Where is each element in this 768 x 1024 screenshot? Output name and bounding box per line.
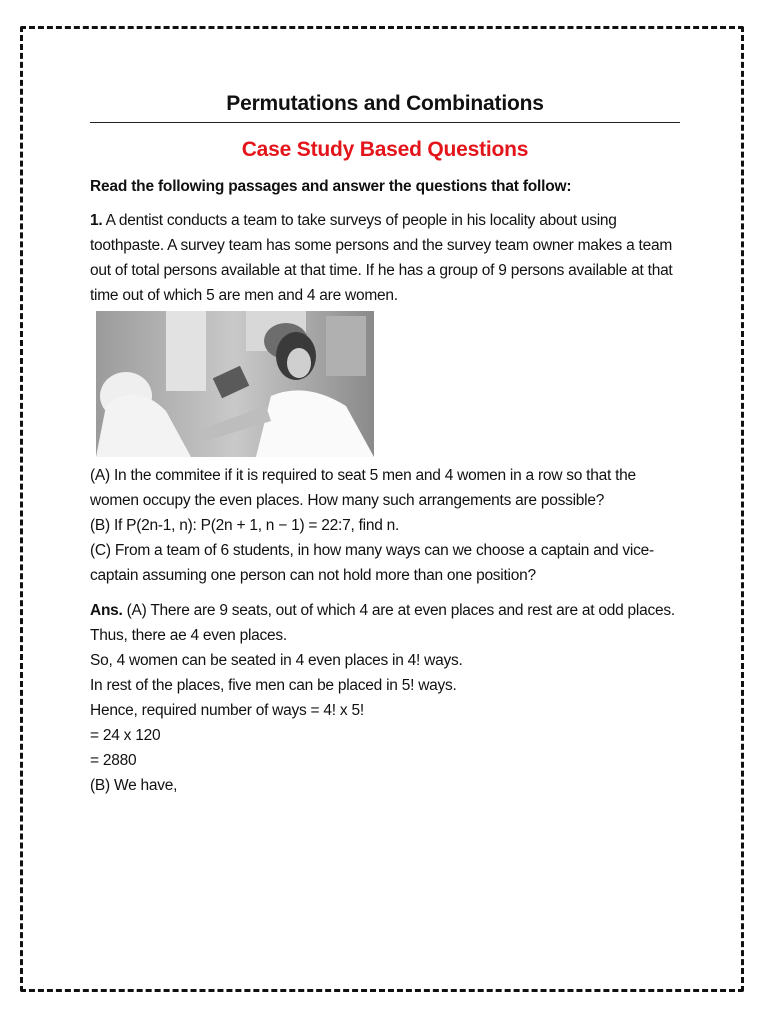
instruction-text: Read the following passages and answer the questions that follow:	[90, 178, 572, 195]
answer-first-line	[90, 598, 680, 623]
section-subtitle: Case Study Based Questions	[241, 138, 529, 161]
answer-line: Hence, required number of ways = 4! x 5!	[90, 702, 364, 719]
answer-line: = 2880	[90, 752, 137, 769]
document-content	[90, 92, 680, 798]
question-number: 1.	[90, 212, 103, 229]
answer-line: So, 4 women can be seated in 4 even places in 4! ways.	[90, 652, 463, 669]
question-part-c: (C) From a team of 6 students, in how many ways can we choose a captain and vice-captain assuming one person can not hold more than one position?	[90, 542, 654, 584]
answer-label: Ans.	[90, 602, 123, 619]
answer-line: In rest of the places, five men can be placed in 5! ways.	[90, 677, 457, 694]
answer-line: = 24 x 120	[90, 727, 161, 744]
answer-line: Thus, there ae 4 even places.	[90, 627, 287, 644]
answer-block	[90, 598, 680, 798]
answer-line: (B) We have,	[90, 777, 178, 794]
answer-first-text: (A) There are 9 seats, out of which 4 are at even places and rest are at odd places.	[122, 602, 675, 619]
question-part-a: (A) In the commitee if it is required to seat 5 men and 4 women in a row so that the women occupy the even places. How many such arrangements are possible?	[90, 467, 636, 509]
question-part-b: (B) If P(2n-1, n): P(2n + 1, n − 1) = 22:7, find n.	[90, 517, 400, 534]
page-title: Permutations and Combinations	[90, 92, 680, 123]
question-passage	[90, 208, 680, 308]
question-block	[90, 208, 680, 588]
survey-photo	[96, 311, 374, 457]
passage-text: A dentist conducts a team to take surveys of people in his locality about using toothpaste. A survey team has some persons and the survey team owner makes a team out of total persons available at that time. If he has a group of 9 persons available at that time out of which 5 are men and 4 are women.	[90, 212, 673, 304]
